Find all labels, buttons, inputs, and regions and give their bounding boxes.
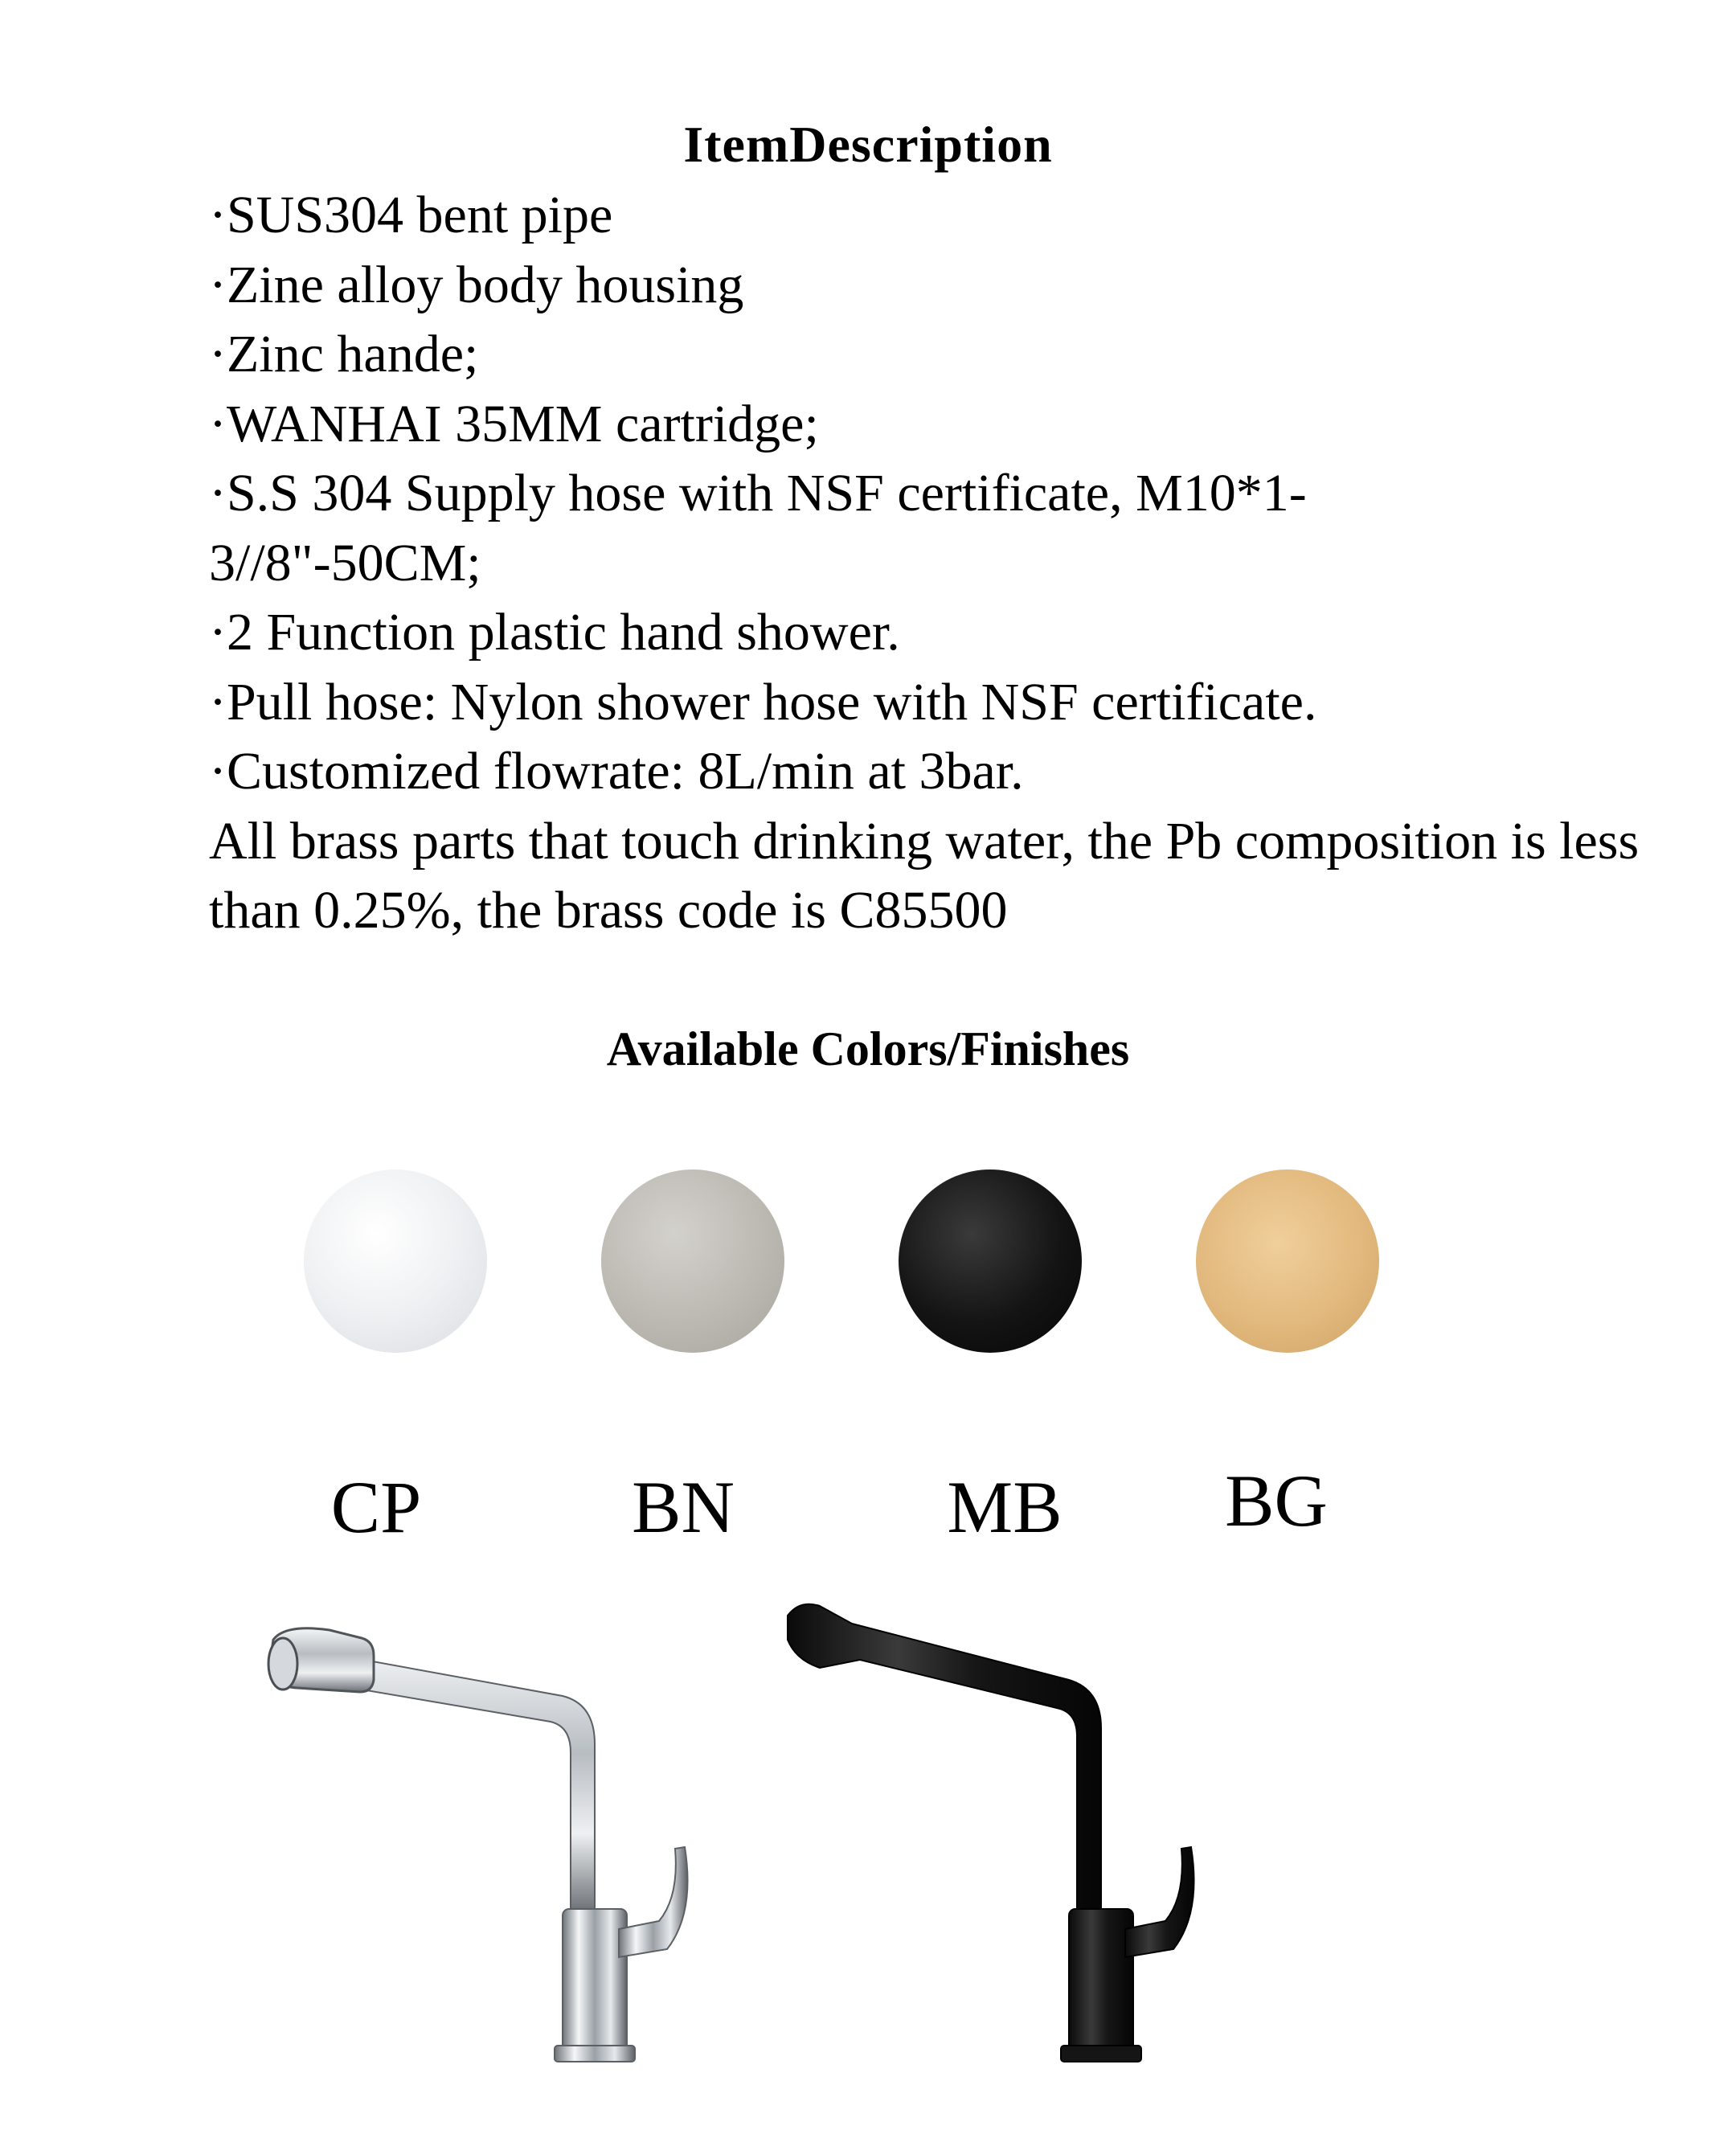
description-line: ·S.S 304 Supply hose with NSF certificate, M10*1-3//8"-50CM; [209,464,1307,592]
finish-code-bg: BG [1225,1460,1328,1542]
description-line: ·2 Function plastic hand shower. [209,603,900,662]
description-line: ·SUS304 bent pipe [209,186,613,244]
swatch-mb [899,1169,1082,1353]
description-line: ·Pull hose: Nylon shower hose with NSF certificate. [209,672,1317,731]
finish-code-bn: BN [632,1466,735,1548]
finishes-title: Available Colors/Finishes [606,1022,1130,1075]
finish-code-mb: MB [947,1466,1062,1548]
item-description [209,181,1656,946]
swatch-cp [304,1169,487,1353]
description-line: ·Customized flowrate: 8L/min at 3bar. [209,742,1024,801]
black-faucet-icon [764,1591,1278,2074]
description-line: ·Zine alloy body housing [209,255,744,314]
page-title: ItemDescription [683,116,1053,173]
description-line: ·WANHAI 35MM cartridge; [209,394,819,453]
swatch-bn [601,1169,784,1353]
finish-code-cp: CP [330,1466,422,1548]
description-note: All brass parts that touch drinking water, the Pb composition is less than 0.25%, the brass code is C85500 [209,811,1640,940]
description-line: ·Zinc hande; [209,325,479,383]
swatch-bg [1196,1169,1379,1353]
chrome-faucet-icon [241,1591,755,2074]
